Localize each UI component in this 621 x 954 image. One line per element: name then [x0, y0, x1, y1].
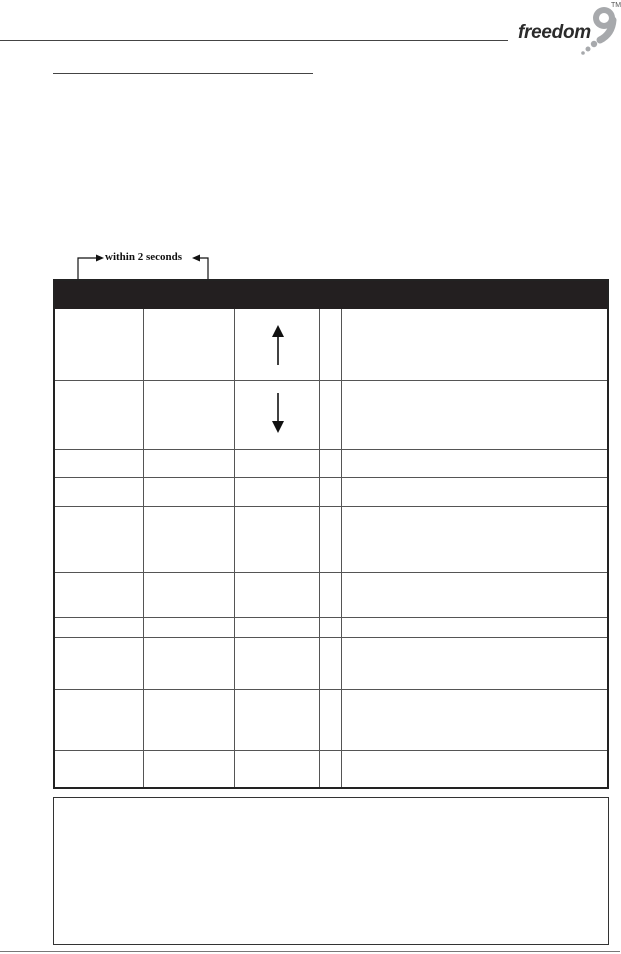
section-heading-underline — [53, 73, 313, 74]
row-divider — [55, 689, 607, 690]
note-box — [53, 797, 609, 945]
row-divider — [55, 449, 607, 450]
command-table — [53, 279, 609, 789]
row-divider — [55, 750, 607, 751]
down-arrow-icon — [268, 393, 288, 433]
row-divider — [55, 637, 607, 638]
row-divider — [55, 380, 607, 381]
up-arrow-icon — [268, 325, 288, 365]
table-header-bar — [55, 281, 607, 309]
header-rule — [0, 40, 508, 41]
row-divider — [55, 477, 607, 478]
logo-trademark: TM — [611, 2, 621, 9]
footer-rule — [0, 951, 620, 952]
logo-wordmark: freedom — [518, 22, 591, 43]
row-divider — [55, 572, 607, 573]
timing-label: within 2 seconds — [105, 251, 183, 263]
freedom9-logo — [512, 0, 620, 58]
row-divider — [55, 617, 607, 618]
row-divider — [55, 506, 607, 507]
